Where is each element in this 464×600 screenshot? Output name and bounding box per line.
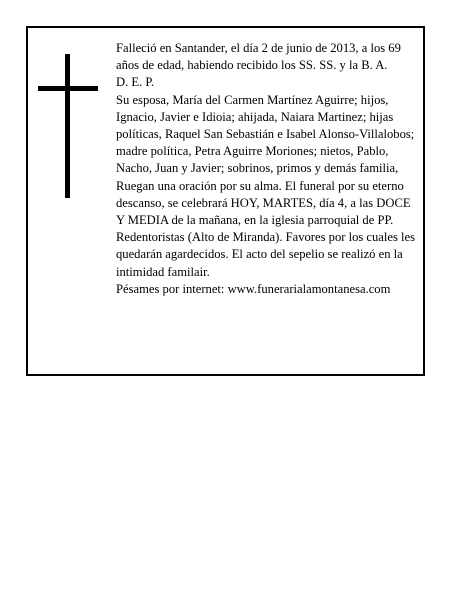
rest-in-peace: D. E. P. bbox=[116, 75, 155, 90]
death-announcement: Falleció en Santander, el día 2 de junio de 2013, a los 69 años de edad, habiendo recibido los SS. SS. y la B. A. bbox=[116, 41, 401, 73]
obituary-text bbox=[116, 40, 416, 298]
cross-icon bbox=[38, 54, 98, 198]
condolences-website: Pésames por internet: www.funerarialamontanesa.com bbox=[116, 281, 391, 296]
obituary-notice bbox=[26, 26, 425, 376]
cross-horizontal-bar bbox=[38, 86, 98, 91]
cross-vertical-bar bbox=[65, 54, 70, 198]
funeral-details: Ruegan una oración por su alma. El funeral por su eterno descanso, se celebrará HOY, MARTES, día 4, a las DOCE Y MEDIA de la mañana, en la iglesia parroquial de PP. Redentoristas (Alto de Miranda). Favores por los cuales les quedarán agardecidos. El acto del sepelio se realizó en la intimidad familair. bbox=[116, 178, 416, 279]
family-list: Su esposa, María del Carmen Martínez Aguirre; hijos, Ignacio, Javier e Idioia; ahijada, Naiara Martinez; hijas políticas, Raquel San Sebastián e Isabel Alonso-Villalobos; madre política, Petra Aguirre Moriones; nietos, Pablo, Nacho, Juan y Javier; sobrinos, primos y demás familia, bbox=[116, 92, 415, 176]
